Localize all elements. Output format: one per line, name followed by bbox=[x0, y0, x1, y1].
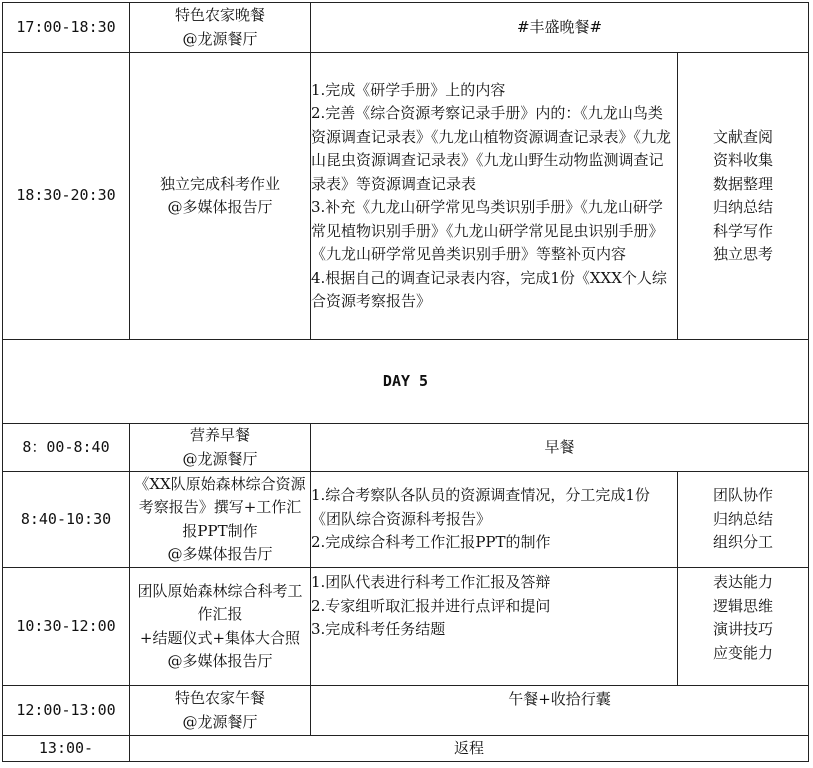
table-row bbox=[3, 3, 809, 53]
activity-location: @龙源餐厅 bbox=[182, 29, 258, 48]
skill-item: 归纳总结 bbox=[713, 509, 774, 528]
skill-item: 组织分工 bbox=[713, 533, 774, 552]
activity-location: @多媒体报告厅 bbox=[167, 545, 273, 563]
content-item: 2.完善《综合资源考察记录手册》内的：《九龙山鸟类资源调查记录表》《九龙山植物资源调查记录表》《九龙山昆虫资源调查记录表》《九龙山野生动物监测调查记录表》等资源调查记录表 bbox=[311, 104, 672, 193]
content-cell bbox=[311, 53, 678, 340]
day-header: DAY 5 bbox=[3, 340, 809, 424]
content-item: 4.根据自己的调查记录表内容，完成1份《XXX个人综合资源考察报告》 bbox=[311, 268, 667, 310]
time-cell: 18:30-20:30 bbox=[3, 53, 130, 340]
content-cell: 午餐+收拾行囊 bbox=[311, 686, 809, 736]
skill-item: 逻辑思维 bbox=[713, 596, 774, 615]
skill-item: 归纳总结 bbox=[713, 198, 774, 216]
content-item: 3.补充《九龙山研学常见鸟类识别手册》《九龙山研学常见植物识别手册》《九龙山研学常见昆虫识别手册》《九龙山研学常见兽类识别手册》等整补页内容 bbox=[311, 198, 664, 263]
table-row bbox=[3, 424, 809, 472]
time-cell: 8:40-10:30 bbox=[3, 472, 130, 568]
time-cell: 12:00-13:00 bbox=[3, 686, 130, 736]
skill-item: 演讲技巧 bbox=[713, 620, 774, 638]
content-item: 3.完成科考任务结题 bbox=[311, 620, 446, 638]
activity-line: 特色农家午餐 bbox=[174, 689, 265, 707]
content-cell: 返程 bbox=[130, 736, 809, 762]
table-row bbox=[3, 568, 809, 686]
activity-location: @龙源餐厅 bbox=[182, 712, 258, 731]
activity-cell bbox=[130, 568, 311, 686]
content-item: 1.团队代表进行科考工作汇报及答辩 bbox=[311, 573, 551, 591]
activity-line: 特色农家晚餐 bbox=[174, 6, 265, 24]
skill-item: 独立思考 bbox=[713, 245, 774, 263]
activity-cell bbox=[130, 53, 311, 340]
time-cell: 10:30-12:00 bbox=[3, 568, 130, 686]
table-row bbox=[3, 472, 809, 568]
activity-location: @龙源餐厅 bbox=[182, 449, 258, 468]
activity-cell bbox=[130, 472, 311, 568]
skill-item: 数据整理 bbox=[713, 174, 774, 193]
skill-item: 表达能力 bbox=[713, 573, 774, 591]
skills-cell bbox=[678, 472, 809, 568]
time-cell: 8：00-8:40 bbox=[3, 424, 130, 472]
content-item: 1.完成《研学手册》上的内容 bbox=[311, 80, 506, 99]
activity-line: 独立完成科考作业 bbox=[159, 174, 280, 193]
table-row bbox=[3, 53, 809, 340]
skill-item: 团队协作 bbox=[713, 486, 774, 505]
activity-line: 营养早餐 bbox=[189, 426, 250, 444]
table-row bbox=[3, 340, 809, 424]
content-cell bbox=[311, 568, 678, 686]
skills-cell bbox=[678, 568, 809, 686]
activity-line: 《XX队原始森林综合资源考察报告》撰写+工作汇报PPT制作 bbox=[134, 474, 306, 540]
content-item: 2.完成综合科考工作汇报PPT的制作 bbox=[311, 533, 551, 552]
content-cell: 早餐 bbox=[311, 424, 809, 472]
content-cell bbox=[311, 472, 678, 568]
activity-cell bbox=[130, 686, 311, 736]
activity-line: +结题仪式+集体大合照 bbox=[139, 628, 301, 647]
table-row bbox=[3, 686, 809, 736]
activity-location: @多媒体报告厅 bbox=[167, 652, 273, 670]
activity-cell bbox=[130, 424, 311, 472]
content-item: 1.综合考察队各队员的资源调查情况，分工完成1份《团队综合资源科考报告》 bbox=[311, 486, 650, 528]
skill-item: 科学写作 bbox=[713, 221, 774, 240]
schedule-table bbox=[2, 2, 809, 762]
time-cell: 13:00- bbox=[3, 736, 130, 762]
activity-cell bbox=[130, 3, 311, 53]
table-row bbox=[3, 736, 809, 762]
skill-item: 应变能力 bbox=[713, 643, 774, 662]
skill-item: 资料收集 bbox=[713, 151, 774, 169]
skills-cell bbox=[678, 53, 809, 340]
skill-item: 文献查阅 bbox=[713, 127, 774, 146]
time-cell: 17:00-18:30 bbox=[3, 3, 130, 53]
content-cell: #丰盛晚餐# bbox=[311, 3, 809, 53]
activity-location: @多媒体报告厅 bbox=[167, 198, 273, 216]
content-item: 2.专家组听取汇报并进行点评和提问 bbox=[311, 596, 551, 615]
activity-line: 团队原始森林综合科考工作汇报 bbox=[137, 581, 303, 623]
